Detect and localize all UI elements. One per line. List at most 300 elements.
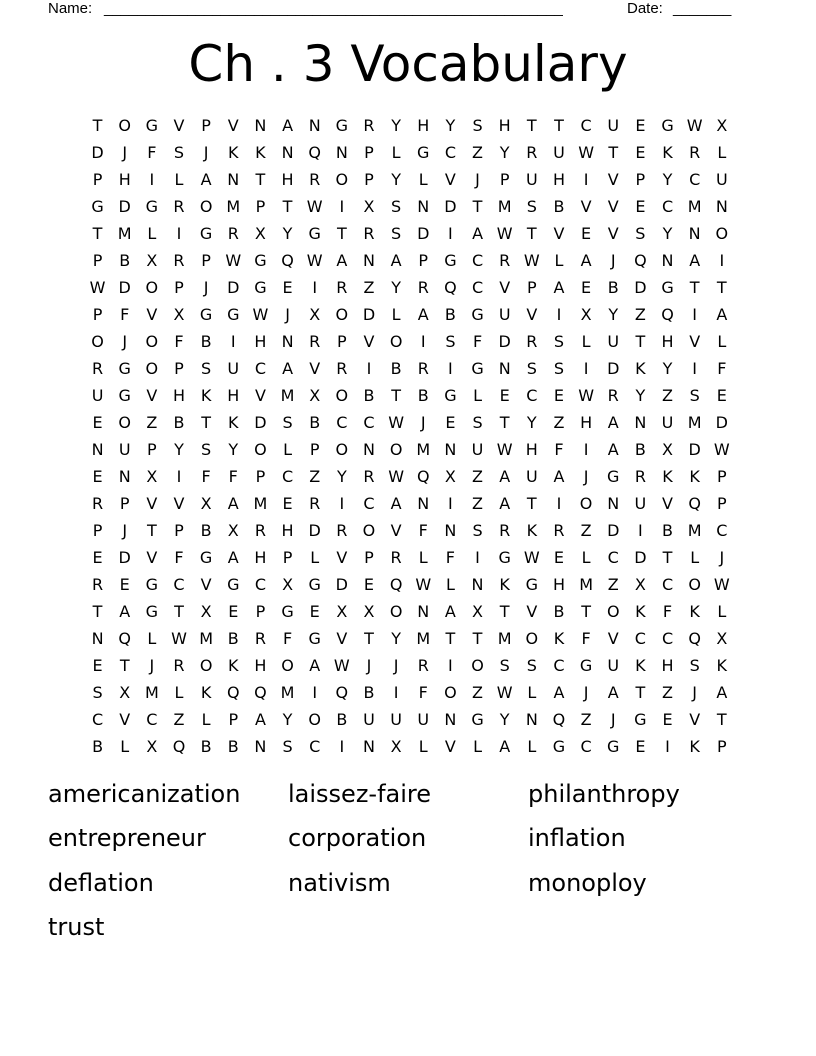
grid-letter[interactable]: D: [118, 197, 131, 216]
grid-letter[interactable]: Z: [472, 467, 484, 486]
grid-letter[interactable]: N: [417, 494, 430, 513]
grid-letter[interactable]: S: [92, 683, 103, 702]
grid-letter[interactable]: P: [309, 440, 320, 459]
grid-letter[interactable]: R: [309, 170, 321, 189]
grid-letter[interactable]: K: [635, 656, 646, 675]
grid-letter[interactable]: C: [281, 467, 294, 486]
grid-letter[interactable]: C: [689, 170, 701, 189]
grid-letter[interactable]: S: [553, 359, 565, 378]
grid-letter[interactable]: F: [445, 548, 455, 567]
grid-letter[interactable]: H: [254, 548, 267, 567]
grid-letter[interactable]: C: [580, 116, 592, 135]
grid-letter[interactable]: G: [145, 575, 159, 594]
grid-letter[interactable]: S: [472, 116, 483, 135]
grid-letter[interactable]: X: [390, 737, 402, 756]
grid-letter[interactable]: W: [578, 386, 595, 405]
grid-letter[interactable]: V: [689, 710, 701, 729]
grid-letter[interactable]: J: [285, 305, 290, 324]
grid-letter[interactable]: Q: [416, 467, 430, 486]
grid-letter[interactable]: Q: [226, 683, 240, 702]
grid-letter[interactable]: V: [662, 494, 673, 513]
grid-letter[interactable]: V: [173, 116, 185, 135]
grid-letter[interactable]: E: [581, 278, 592, 297]
grid-letter[interactable]: N: [471, 575, 484, 594]
grid-letter[interactable]: R: [634, 467, 646, 486]
grid-letter[interactable]: M: [416, 440, 431, 459]
grid-letter[interactable]: M: [687, 197, 702, 216]
grid-letter[interactable]: L: [527, 737, 537, 756]
grid-letter[interactable]: E: [499, 386, 510, 405]
grid-letter[interactable]: B: [417, 386, 429, 405]
grid-letter[interactable]: Y: [282, 224, 293, 243]
grid-letter[interactable]: T: [554, 116, 564, 135]
grid-letter[interactable]: O: [389, 440, 403, 459]
grid-letter[interactable]: N: [444, 521, 457, 540]
grid-letter[interactable]: I: [665, 737, 670, 756]
grid-letter[interactable]: U: [553, 143, 565, 162]
grid-letter[interactable]: J: [149, 656, 155, 675]
grid-letter[interactable]: W: [171, 629, 187, 648]
grid-letter[interactable]: Y: [282, 710, 293, 729]
grid-letter[interactable]: B: [200, 521, 212, 540]
grid-letter[interactable]: E: [363, 575, 375, 594]
grid-letter[interactable]: F: [581, 629, 591, 648]
grid-letter[interactable]: U: [607, 332, 620, 351]
grid-letter[interactable]: J: [393, 656, 399, 675]
grid-letter[interactable]: V: [390, 521, 402, 540]
grid-letter[interactable]: O: [688, 575, 701, 594]
grid-letter[interactable]: L: [717, 143, 727, 162]
grid-letter[interactable]: Y: [391, 278, 401, 297]
date-field-line[interactable]: _______: [673, 0, 732, 17]
grid-letter[interactable]: T: [391, 386, 401, 405]
grid-letter[interactable]: Y: [499, 710, 510, 729]
grid-letter[interactable]: G: [444, 386, 457, 405]
grid-letter[interactable]: Z: [662, 386, 673, 405]
grid-letter[interactable]: D: [254, 413, 267, 432]
grid-letter[interactable]: T: [364, 629, 374, 648]
grid-letter[interactable]: M: [687, 413, 702, 432]
grid-letter[interactable]: X: [200, 494, 212, 513]
grid-letter[interactable]: P: [364, 143, 374, 162]
grid-letter[interactable]: P: [92, 305, 103, 324]
grid-letter[interactable]: X: [146, 737, 158, 756]
grid-letter[interactable]: D: [335, 575, 348, 594]
grid-letter[interactable]: O: [335, 440, 349, 459]
grid-letter[interactable]: R: [363, 467, 375, 486]
grid-letter[interactable]: R: [526, 332, 538, 351]
grid-letter[interactable]: N: [308, 116, 321, 135]
grid-letter[interactable]: S: [391, 197, 402, 216]
grid-letter[interactable]: V: [119, 710, 131, 729]
grid-letter[interactable]: Y: [336, 467, 347, 486]
grid-letter[interactable]: N: [362, 440, 375, 459]
grid-letter[interactable]: Q: [281, 251, 294, 270]
grid-letter[interactable]: A: [336, 251, 348, 270]
grid-letter[interactable]: A: [499, 467, 511, 486]
grid-letter[interactable]: H: [417, 116, 430, 135]
grid-letter[interactable]: W: [713, 440, 730, 459]
grid-letter[interactable]: Y: [391, 170, 401, 189]
grid-letter[interactable]: A: [553, 467, 565, 486]
grid-letter[interactable]: T: [119, 656, 130, 675]
grid-letter[interactable]: G: [444, 251, 457, 270]
grid-letter[interactable]: R: [363, 224, 375, 243]
grid-letter[interactable]: P: [364, 548, 374, 567]
grid-letter[interactable]: E: [553, 548, 565, 567]
grid-letter[interactable]: O: [281, 656, 294, 675]
grid-letter[interactable]: Y: [228, 440, 239, 459]
grid-letter[interactable]: V: [499, 278, 511, 297]
grid-letter[interactable]: E: [92, 656, 103, 675]
grid-letter[interactable]: X: [472, 602, 484, 621]
grid-letter[interactable]: Y: [445, 116, 456, 135]
grid-letter[interactable]: E: [92, 413, 103, 432]
grid-letter[interactable]: I: [583, 440, 589, 459]
grid-letter[interactable]: C: [363, 494, 375, 513]
grid-letter[interactable]: G: [254, 278, 267, 297]
grid-letter[interactable]: M: [280, 386, 295, 405]
grid-letter[interactable]: X: [173, 305, 185, 324]
grid-letter[interactable]: L: [310, 548, 320, 567]
grid-letter[interactable]: A: [200, 170, 212, 189]
grid-letter[interactable]: N: [362, 251, 375, 270]
grid-letter[interactable]: O: [91, 332, 104, 351]
grid-letter[interactable]: Y: [499, 143, 510, 162]
grid-letter[interactable]: E: [635, 143, 646, 162]
grid-letter[interactable]: A: [716, 305, 728, 324]
grid-letter[interactable]: W: [523, 251, 540, 270]
grid-letter[interactable]: D: [91, 143, 104, 162]
grid-letter[interactable]: H: [254, 332, 267, 351]
grid-letter[interactable]: P: [174, 359, 184, 378]
grid-letter[interactable]: W: [496, 683, 513, 702]
grid-letter[interactable]: W: [496, 224, 513, 243]
grid-letter[interactable]: R: [607, 386, 619, 405]
grid-letter[interactable]: M: [117, 224, 132, 243]
grid-letter[interactable]: C: [661, 197, 674, 216]
grid-letter[interactable]: I: [312, 683, 318, 702]
grid-letter[interactable]: H: [281, 521, 294, 540]
name-field-line[interactable]: _______________________________________________________: [104, 0, 563, 17]
grid-letter[interactable]: T: [526, 116, 537, 135]
grid-letter[interactable]: T: [445, 629, 456, 648]
grid-letter[interactable]: X: [146, 251, 158, 270]
grid-letter[interactable]: I: [556, 494, 562, 513]
grid-letter[interactable]: T: [581, 602, 591, 621]
grid-letter[interactable]: N: [118, 467, 131, 486]
grid-letter[interactable]: U: [417, 710, 430, 729]
grid-letter[interactable]: C: [146, 710, 158, 729]
grid-letter[interactable]: A: [282, 116, 294, 135]
grid-letter[interactable]: I: [420, 332, 426, 351]
grid-letter[interactable]: L: [717, 602, 727, 621]
grid-letter[interactable]: Z: [146, 413, 158, 432]
grid-letter[interactable]: O: [145, 359, 159, 378]
grid-letter[interactable]: M: [579, 575, 593, 594]
grid-letter[interactable]: M: [416, 629, 431, 648]
grid-letter[interactable]: F: [662, 602, 673, 621]
grid-letter[interactable]: P: [255, 602, 266, 621]
grid-letter[interactable]: B: [92, 737, 104, 756]
grid-letter[interactable]: S: [282, 413, 293, 432]
grid-letter[interactable]: V: [607, 170, 619, 189]
grid-letter[interactable]: D: [118, 278, 131, 297]
grid-letter[interactable]: J: [366, 656, 372, 675]
grid-letter[interactable]: H: [525, 440, 538, 459]
grid-letter[interactable]: E: [581, 224, 592, 243]
grid-letter[interactable]: R: [254, 521, 266, 540]
grid-letter[interactable]: D: [607, 521, 620, 540]
grid-letter[interactable]: O: [254, 440, 267, 459]
grid-letter[interactable]: B: [200, 737, 212, 756]
grid-letter[interactable]: W: [333, 656, 350, 675]
grid-letter[interactable]: Q: [552, 710, 566, 729]
grid-letter[interactable]: S: [526, 656, 537, 675]
grid-letter[interactable]: G: [145, 116, 159, 135]
grid-letter[interactable]: R: [173, 656, 185, 675]
grid-letter[interactable]: E: [309, 602, 320, 621]
grid-letter[interactable]: R: [92, 575, 104, 594]
grid-letter[interactable]: D: [444, 197, 457, 216]
grid-letter[interactable]: Q: [661, 305, 674, 324]
grid-letter[interactable]: V: [146, 386, 158, 405]
grid-letter[interactable]: C: [471, 278, 484, 297]
grid-letter[interactable]: R: [227, 224, 239, 243]
grid-letter[interactable]: P: [174, 521, 184, 540]
grid-letter[interactable]: T: [92, 224, 103, 243]
grid-letter[interactable]: K: [228, 656, 239, 675]
grid-letter[interactable]: C: [471, 251, 484, 270]
grid-letter[interactable]: K: [635, 359, 646, 378]
grid-letter[interactable]: X: [200, 602, 212, 621]
grid-letter[interactable]: B: [444, 305, 456, 324]
grid-letter[interactable]: N: [444, 710, 457, 729]
grid-letter[interactable]: N: [254, 737, 267, 756]
grid-letter[interactable]: Y: [662, 359, 673, 378]
grid-letter[interactable]: R: [336, 278, 348, 297]
grid-letter[interactable]: J: [122, 521, 128, 540]
grid-letter[interactable]: T: [255, 170, 266, 189]
grid-letter[interactable]: N: [417, 602, 430, 621]
grid-letter[interactable]: G: [498, 548, 511, 567]
grid-letter[interactable]: W: [523, 548, 540, 567]
grid-letter[interactable]: L: [473, 386, 482, 405]
grid-letter[interactable]: G: [118, 359, 131, 378]
grid-letter[interactable]: A: [227, 494, 239, 513]
grid-letter[interactable]: W: [415, 575, 432, 594]
grid-letter[interactable]: T: [526, 494, 537, 513]
grid-letter[interactable]: O: [444, 683, 457, 702]
grid-letter[interactable]: B: [227, 629, 239, 648]
grid-letter[interactable]: B: [634, 440, 646, 459]
grid-letter[interactable]: H: [172, 386, 185, 405]
grid-letter[interactable]: H: [552, 575, 565, 594]
grid-letter[interactable]: U: [715, 170, 728, 189]
grid-letter[interactable]: F: [472, 332, 483, 351]
grid-letter[interactable]: A: [472, 224, 484, 243]
grid-letter[interactable]: W: [686, 116, 703, 135]
grid-letter[interactable]: X: [662, 440, 673, 459]
grid-letter[interactable]: R: [499, 251, 511, 270]
grid-letter[interactable]: G: [417, 143, 430, 162]
grid-letter[interactable]: H: [661, 656, 674, 675]
grid-letter[interactable]: P: [174, 278, 184, 297]
grid-letter[interactable]: A: [227, 548, 239, 567]
grid-letter[interactable]: A: [607, 440, 619, 459]
grid-letter[interactable]: O: [118, 413, 131, 432]
grid-letter[interactable]: N: [417, 197, 430, 216]
grid-letter[interactable]: Q: [308, 143, 321, 162]
grid-letter[interactable]: H: [254, 656, 267, 675]
grid-letter[interactable]: I: [176, 467, 182, 486]
grid-letter[interactable]: T: [716, 278, 727, 297]
grid-letter[interactable]: J: [719, 548, 725, 567]
grid-letter[interactable]: V: [227, 116, 239, 135]
grid-letter[interactable]: U: [607, 656, 620, 675]
grid-letter[interactable]: C: [254, 359, 266, 378]
grid-letter[interactable]: G: [525, 575, 539, 594]
grid-letter[interactable]: F: [147, 143, 157, 162]
grid-letter[interactable]: K: [553, 629, 565, 648]
grid-letter[interactable]: G: [607, 737, 620, 756]
grid-letter[interactable]: N: [91, 440, 104, 459]
grid-letter[interactable]: I: [339, 197, 345, 216]
grid-letter[interactable]: G: [308, 224, 321, 243]
grid-letter[interactable]: S: [689, 656, 700, 675]
grid-letter[interactable]: M: [497, 629, 512, 648]
grid-letter[interactable]: D: [227, 278, 240, 297]
grid-letter[interactable]: E: [119, 575, 130, 594]
grid-letter[interactable]: L: [147, 629, 157, 648]
grid-letter[interactable]: N: [91, 629, 104, 648]
grid-letter[interactable]: I: [366, 359, 372, 378]
grid-letter[interactable]: Q: [118, 629, 131, 648]
grid-letter[interactable]: L: [391, 305, 401, 324]
grid-letter[interactable]: V: [526, 602, 538, 621]
grid-letter[interactable]: V: [580, 197, 592, 216]
grid-letter[interactable]: I: [719, 251, 725, 270]
grid-letter[interactable]: R: [390, 548, 402, 567]
grid-letter[interactable]: N: [444, 440, 457, 459]
grid-letter[interactable]: P: [526, 278, 537, 297]
grid-letter[interactable]: W: [252, 305, 269, 324]
grid-letter[interactable]: I: [230, 332, 236, 351]
grid-letter[interactable]: F: [174, 548, 184, 567]
grid-letter[interactable]: J: [610, 710, 616, 729]
grid-letter[interactable]: G: [634, 710, 647, 729]
grid-letter[interactable]: F: [174, 332, 184, 351]
grid-letter[interactable]: T: [526, 224, 537, 243]
grid-letter[interactable]: A: [390, 494, 402, 513]
grid-letter[interactable]: U: [634, 494, 647, 513]
grid-letter[interactable]: S: [472, 521, 483, 540]
grid-letter[interactable]: R: [336, 359, 348, 378]
grid-letter[interactable]: A: [119, 602, 131, 621]
grid-letter[interactable]: O: [308, 710, 321, 729]
grid-letter[interactable]: G: [661, 116, 674, 135]
grid-letter[interactable]: K: [228, 143, 239, 162]
grid-letter[interactable]: Y: [391, 116, 401, 135]
grid-letter[interactable]: Y: [174, 440, 184, 459]
grid-letter[interactable]: I: [475, 548, 480, 567]
grid-letter[interactable]: O: [362, 521, 376, 540]
grid-letter[interactable]: I: [339, 737, 345, 756]
grid-letter[interactable]: Q: [389, 575, 403, 594]
grid-letter[interactable]: W: [306, 197, 323, 216]
grid-letter[interactable]: F: [282, 629, 293, 648]
grid-letter[interactable]: T: [499, 413, 510, 432]
grid-letter[interactable]: F: [554, 440, 564, 459]
grid-letter[interactable]: E: [635, 737, 646, 756]
grid-letter[interactable]: G: [579, 656, 593, 675]
grid-letter[interactable]: P: [255, 197, 266, 216]
grid-letter[interactable]: Z: [472, 683, 484, 702]
grid-letter[interactable]: Z: [472, 143, 484, 162]
grid-letter[interactable]: U: [525, 467, 538, 486]
grid-letter[interactable]: H: [118, 170, 131, 189]
grid-letter[interactable]: H: [281, 170, 294, 189]
grid-letter[interactable]: M: [144, 683, 159, 702]
grid-letter[interactable]: D: [634, 548, 647, 567]
grid-letter[interactable]: L: [717, 332, 727, 351]
grid-letter[interactable]: X: [282, 575, 294, 594]
grid-letter[interactable]: C: [553, 656, 565, 675]
grid-letter[interactable]: Q: [688, 494, 701, 513]
grid-letter[interactable]: J: [122, 143, 128, 162]
grid-letter[interactable]: W: [496, 440, 513, 459]
grid-letter[interactable]: Z: [580, 710, 592, 729]
grid-letter[interactable]: G: [145, 602, 159, 621]
grid-letter[interactable]: K: [662, 143, 673, 162]
grid-letter[interactable]: L: [445, 575, 455, 594]
grid-letter[interactable]: L: [581, 332, 591, 351]
grid-letter[interactable]: N: [281, 143, 294, 162]
grid-letter[interactable]: V: [254, 386, 266, 405]
grid-letter[interactable]: G: [281, 602, 294, 621]
grid-letter[interactable]: J: [583, 467, 589, 486]
grid-letter[interactable]: S: [553, 332, 565, 351]
grid-letter[interactable]: P: [119, 494, 130, 513]
grid-letter[interactable]: G: [199, 224, 213, 243]
grid-letter[interactable]: U: [607, 116, 620, 135]
grid-letter[interactable]: V: [200, 575, 212, 594]
grid-letter[interactable]: B: [309, 413, 321, 432]
grid-letter[interactable]: R: [173, 197, 185, 216]
grid-letter[interactable]: A: [417, 305, 429, 324]
grid-letter[interactable]: J: [203, 278, 209, 297]
grid-letter[interactable]: B: [553, 602, 565, 621]
grid-letter[interactable]: Z: [309, 467, 321, 486]
grid-letter[interactable]: S: [445, 332, 456, 351]
grid-letter[interactable]: D: [688, 440, 701, 459]
grid-letter[interactable]: E: [92, 467, 103, 486]
grid-letter[interactable]: X: [580, 305, 592, 324]
grid-letter[interactable]: G: [199, 548, 213, 567]
grid-letter[interactable]: N: [281, 332, 294, 351]
grid-letter[interactable]: W: [713, 575, 730, 594]
grid-letter[interactable]: K: [635, 602, 646, 621]
grid-letter[interactable]: G: [335, 116, 349, 135]
grid-letter[interactable]: P: [92, 521, 103, 540]
grid-letter[interactable]: Q: [254, 683, 267, 702]
grid-letter[interactable]: X: [309, 305, 321, 324]
grid-letter[interactable]: S: [173, 143, 185, 162]
grid-letter[interactable]: P: [282, 548, 293, 567]
grid-letter[interactable]: A: [716, 683, 728, 702]
grid-letter[interactable]: O: [525, 629, 539, 648]
grid-letter[interactable]: R: [526, 143, 538, 162]
